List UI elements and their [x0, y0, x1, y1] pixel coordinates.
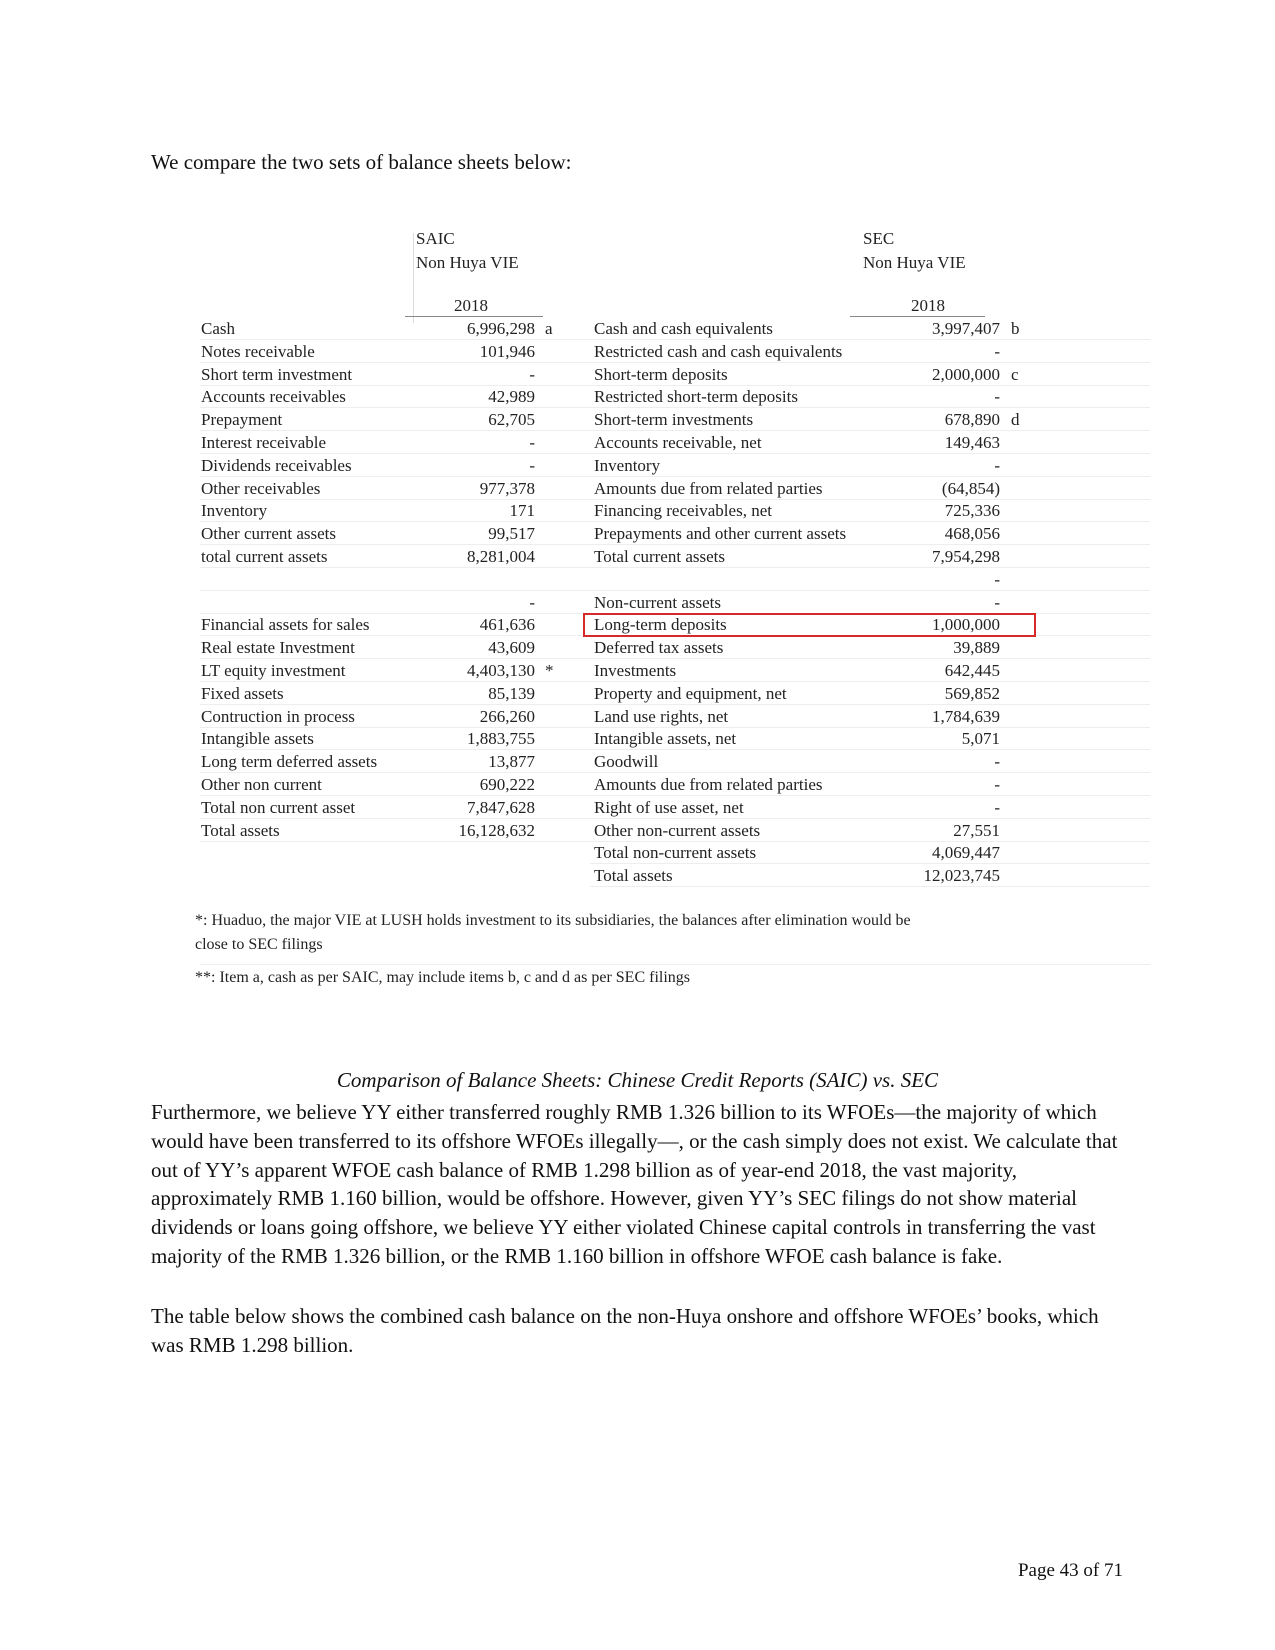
right-row-value: 678,890: [944, 410, 1000, 430]
right-row-label: Non-current assets: [594, 592, 721, 612]
right-table-row: [200, 659, 1150, 683]
right-row-label: Investments: [594, 661, 677, 680]
right-row-value: 5,071: [961, 729, 1000, 749]
left-row-value: 62,705: [488, 410, 535, 430]
left-row-label: Real estate Investment: [201, 638, 355, 658]
right-table-row: [200, 408, 1150, 432]
right-table-row: [200, 340, 1150, 364]
right-row-label: Intangible assets, net: [594, 729, 737, 749]
left-row-value: 266,260: [479, 706, 535, 726]
right-table-row: [200, 522, 1150, 546]
right-row-value: -: [994, 797, 1000, 817]
left-row-value: 43,609: [488, 638, 535, 658]
left-row-value: 42,989: [488, 387, 535, 407]
left-row-label: Long term deferred assets: [201, 752, 378, 772]
right-row-value: -: [994, 387, 1000, 407]
left-row-label: Prepayment: [201, 410, 283, 430]
right-row-value: 4,069,447: [932, 843, 1000, 863]
right-table-row: [200, 864, 1150, 888]
left-row-label: Other receivables: [201, 478, 321, 498]
right-row-label: Short-term investments: [594, 410, 754, 430]
right-table-row: [200, 636, 1150, 660]
right-row-value: -: [994, 775, 1000, 794]
right-table-row: [200, 841, 1150, 865]
right-row-label: Total current assets: [594, 547, 725, 566]
note-1-line-1: *: Huaduo, the major VIE at LUSH holds investment to its subsidiaries, the balances after elimination would be: [195, 912, 911, 929]
right-row-value: 39,889: [953, 638, 1000, 658]
right-row-value: 3,997,407: [932, 319, 1000, 338]
right-row-value: 149,463: [944, 433, 1000, 452]
left-row-label: Financial assets for sales: [201, 615, 370, 635]
right-row-note-mark: d: [1011, 410, 1020, 430]
right-row-value: 1,784,639: [932, 706, 1000, 726]
right-table-row: [200, 317, 1150, 341]
right-table-row: [200, 591, 1150, 615]
header-divider: [413, 233, 414, 323]
left-row-value: 977,378: [479, 478, 535, 498]
left-row-label: Intangible assets: [201, 729, 314, 749]
right-row-value: -: [994, 455, 1000, 475]
left-row-value: -: [529, 592, 535, 612]
left-row-value: 7,847,628: [467, 797, 535, 817]
long-term-deposits-highlight: [583, 613, 1036, 637]
left-row-label: LT equity investment: [201, 661, 346, 680]
paragraph-2: The table below shows the combined cash balance on the non-Huya onshore and offshore WFOEs’ books, which was RMB 1.298 billion.: [151, 1304, 1099, 1357]
right-row-label: Land use rights, net: [594, 706, 729, 726]
left-row-label: Notes receivable: [201, 341, 315, 361]
left-row-value: 101,946: [479, 341, 535, 361]
left-row-note-mark: *: [545, 661, 554, 680]
right-row-value: 725,336: [944, 501, 1000, 521]
note-1-line-2: close to SEC filings: [195, 936, 323, 953]
right-table-row: [200, 499, 1150, 523]
left-row-label: Cash: [201, 319, 235, 338]
right-row-label: Total non-current assets: [594, 843, 757, 863]
right-row-value: 1,000,000: [932, 615, 1000, 635]
balance-sheet-comparison-figure: [195, 229, 1150, 1038]
right-table-row: [200, 545, 1150, 569]
figure-caption: Comparison of Balance Sheets: Chinese Credit Reports (SAIC) vs. SEC: [336, 1068, 939, 1092]
right-row-label: Other non-current assets: [594, 820, 761, 840]
right-row-label: Right of use asset, net: [594, 797, 744, 817]
right-row-label: Long-term deposits: [594, 615, 727, 635]
left-row-value: 461,636: [479, 615, 535, 635]
right-table-row: [200, 750, 1150, 774]
left-row-value: 4,403,130: [467, 661, 535, 680]
right-row-value: (64,854): [941, 478, 1000, 498]
right-row-value: 7,954,298: [932, 547, 1000, 566]
left-row-value: -: [529, 455, 535, 475]
right-row-value: 642,445: [944, 661, 1000, 680]
right-row-value: 468,056: [944, 524, 1000, 544]
right-row-label: Prepayments and other current assets: [594, 524, 847, 544]
left-row-value: 1,883,755: [467, 729, 535, 749]
left-header-entity: Non Huya VIE: [416, 253, 519, 272]
intro-text: We compare the two sets of balance sheets below:: [151, 150, 572, 174]
left-row-value: -: [529, 364, 535, 384]
right-row-label: Deferred tax assets: [594, 638, 724, 658]
left-row-label: Short term investment: [201, 364, 353, 384]
left-row-value: 85,139: [488, 683, 535, 703]
paragraph-1: Furthermore, we believe YY either transferred roughly RMB 1.326 billion to its WFOEs—the majority of which would have been transferred to its offshore WFOEs illegally—, or the cash simply does not exist. We calculate that out of YY’s apparent WFOE cash balance of RMB 1.298 billion as of year-end 2018, the vast majority, approximately RMB 1.160 billion, would be offshore. However, given YY’s SEC filings do not show material dividends or loans going offshore, we believe YY either violated Chinese capital controls in transferring the vast majority of the RMB 1.326 billion, or the RMB 1.160 billion in offshore WFOE cash balance is fake.: [151, 1100, 1118, 1268]
left-row-value: 13,877: [488, 752, 535, 772]
right-row-value: -: [994, 341, 1000, 361]
right-table-row: [200, 385, 1150, 409]
right-year: 2018: [911, 296, 945, 315]
right-row-value: 2,000,000: [932, 364, 1000, 384]
right-table-row: [200, 431, 1150, 455]
left-row-value: 8,281,004: [467, 547, 535, 566]
right-table-row: [200, 477, 1150, 501]
left-header-source: SAIC: [416, 229, 455, 248]
right-row-label: Amounts due from related parties: [594, 775, 823, 794]
right-row-label: Restricted cash and cash equivalents: [594, 341, 843, 361]
left-row-value: -: [529, 433, 535, 452]
right-header-entity: Non Huya VIE: [863, 253, 966, 272]
note-separator: [200, 964, 1150, 965]
left-row-label: Other non current: [201, 775, 322, 794]
left-row-label: Total non current asset: [201, 797, 356, 817]
left-row-label: Accounts receivables: [201, 387, 346, 407]
right-row-value: -: [994, 592, 1000, 612]
left-row-note-mark: a: [545, 319, 553, 338]
left-row-value: 171: [509, 501, 535, 521]
right-header: [863, 227, 966, 275]
page-number: Page 43 of 71: [1017, 1560, 1123, 1581]
right-row-label: Total assets: [594, 866, 673, 886]
right-row-label: Financing receivables, net: [594, 501, 772, 521]
left-row-label: Other current assets: [201, 524, 337, 544]
left-header: [416, 227, 519, 275]
left-row-label: Inventory: [201, 501, 268, 521]
right-row-label: Short-term deposits: [594, 364, 728, 384]
right-row-value: 569,852: [944, 683, 1000, 703]
right-table-row: [200, 682, 1150, 706]
right-row-label: Property and equipment, net: [594, 683, 787, 703]
left-row-value: 16,128,632: [458, 820, 535, 840]
right-row-value: -: [994, 752, 1000, 772]
right-row-value: 27,551: [953, 820, 1000, 840]
right-row-label: Accounts receivable, net: [594, 433, 762, 452]
left-year: 2018: [454, 296, 488, 315]
right-header-source: SEC: [863, 229, 895, 248]
right-table-row: [200, 363, 1150, 387]
left-row-value: 6,996,298: [467, 319, 535, 338]
right-row-value: 12,023,745: [923, 866, 1000, 886]
left-row-label: Interest receivable: [201, 433, 327, 452]
left-row-label: Dividends receivables: [201, 455, 352, 475]
right-row-label: Amounts due from related parties: [594, 478, 823, 498]
left-row-label: Fixed assets: [201, 683, 284, 703]
left-row-value: 690,222: [479, 775, 535, 794]
right-table-row: [200, 773, 1150, 797]
note-2: **: Item a, cash as per SAIC, may include items b, c and d as per SEC filings: [195, 969, 691, 986]
right-row-note-mark: b: [1011, 319, 1020, 338]
left-row-value: 99,517: [488, 524, 535, 544]
right-table-row: [200, 727, 1150, 751]
left-row-label: Total assets: [201, 820, 280, 840]
right-table-row: [200, 568, 1150, 592]
left-row-label: Contruction in process: [201, 706, 355, 726]
left-row-label: total current assets: [201, 547, 328, 566]
note-1: [195, 909, 911, 957]
right-row-label: Inventory: [594, 455, 661, 475]
right-row-note-mark: c: [1011, 364, 1019, 384]
right-table-row: [200, 819, 1150, 843]
right-table-row: [200, 454, 1150, 478]
right-row-label: Restricted short-term deposits: [594, 387, 798, 407]
right-row-label: Cash and cash equivalents: [594, 319, 773, 338]
right-table-row: [200, 705, 1150, 729]
right-table-row: [200, 796, 1150, 820]
right-row-label: Goodwill: [594, 752, 659, 772]
right-row-value: -: [994, 569, 1000, 589]
